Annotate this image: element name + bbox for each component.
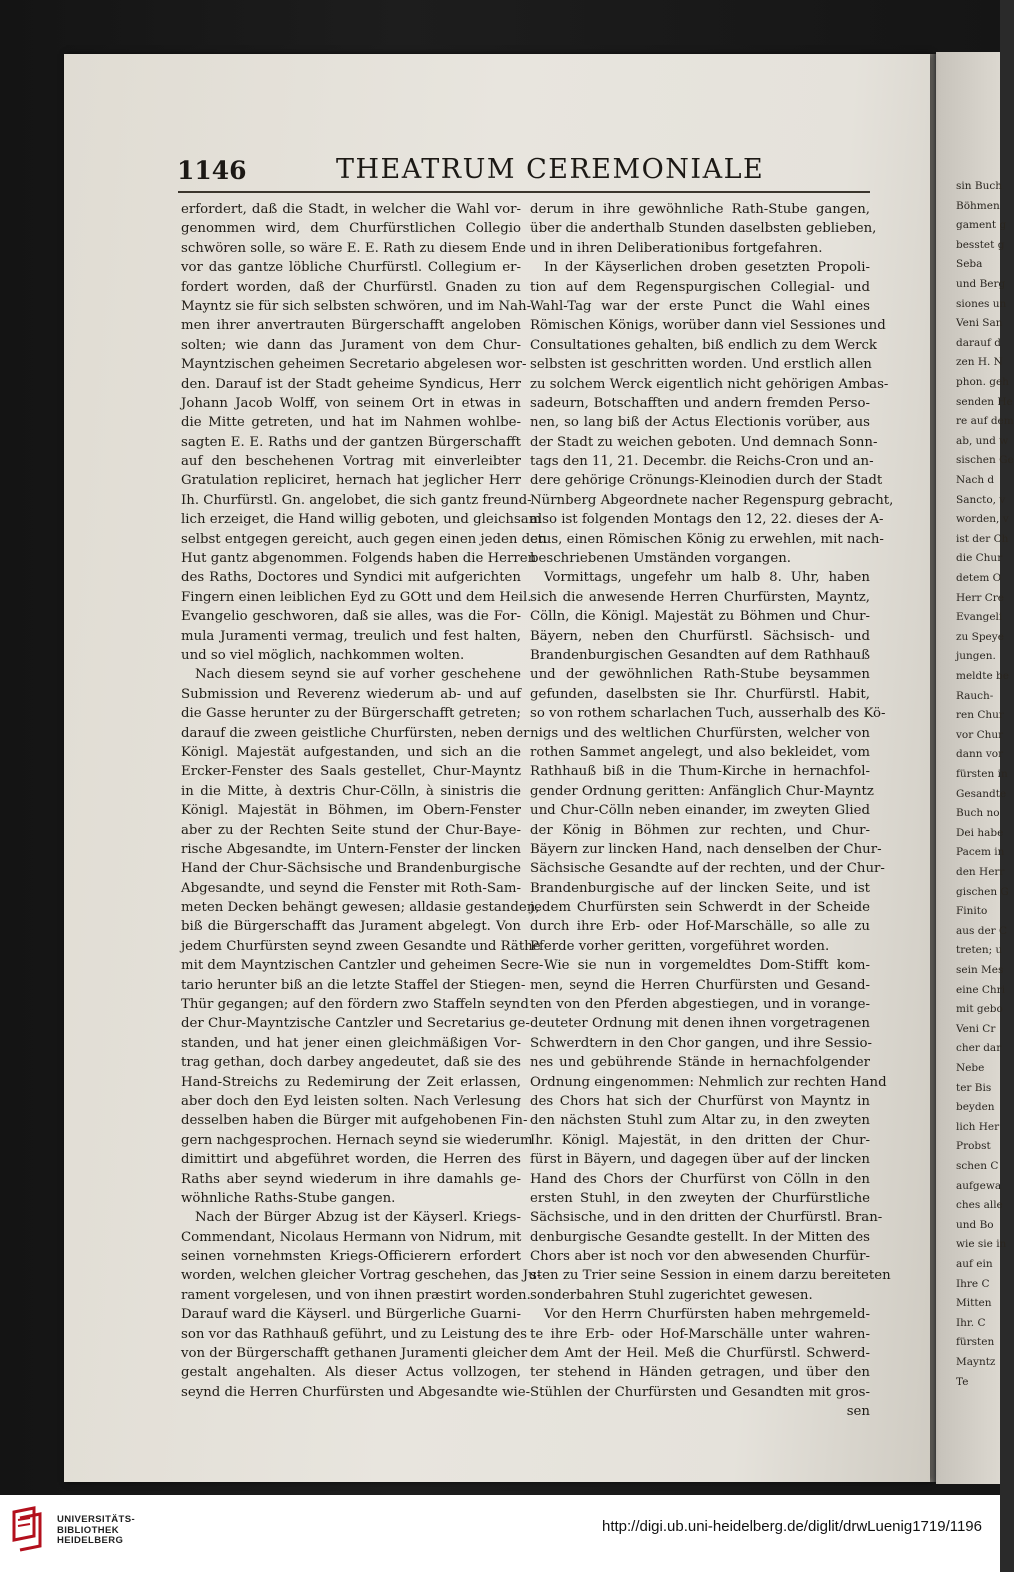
adjacent-page-fragment: dann vor <box>956 748 1004 761</box>
text-line: des Raths, Doctores und Syndici mit aufgerichten <box>181 570 521 586</box>
adjacent-page-fragment: eine Chri <box>956 983 1006 996</box>
text-line: durch ihre Erb- oder Hof-Marschälle, so alle zu <box>530 919 870 935</box>
text-line: sadeurn, Botschafften und andern fremden Perso- <box>530 395 870 411</box>
library-name-line: UNIVERSITÄTS- <box>57 1514 136 1525</box>
adjacent-page-fragment: vor Chur <box>956 728 1004 741</box>
running-title: THEATRUM CEREMONIALE <box>336 154 765 185</box>
text-line: der Stadt zu weichen geboten. Und demnach Sonn- <box>530 434 878 450</box>
book-gutter <box>930 54 936 1482</box>
text-line: derum in ihre gewöhnliche Rath-Stube gangen, <box>530 202 870 217</box>
text-line: genommen wird, dem Churfürstlichen Collegio <box>181 221 521 237</box>
text-line: sen <box>846 1404 870 1420</box>
text-line: selbst entgegen gereicht, auch gegen einen jeden den <box>181 531 547 547</box>
adjacent-page-fragment: Veni San <box>956 317 1003 330</box>
text-line: Stühlen der Churfürsten und Gesandten mit gros- <box>530 1384 870 1400</box>
adjacent-page-fragment: siones un <box>956 297 1007 310</box>
text-line: Königl. Majestät aufgestanden, und sich an die <box>181 744 521 760</box>
left-text-column <box>181 200 547 1402</box>
adjacent-page-fragment: Veni Cr <box>956 1022 996 1035</box>
text-line: ten von den Pferden abgestiegen, und in vorange- <box>530 997 870 1013</box>
adjacent-page-fragment: Pacem in <box>956 846 1005 859</box>
adjacent-page-fragment: die Chur <box>956 552 1003 565</box>
text-line: sten zu Trier seine Session in einem darzu bereiteten <box>530 1268 891 1284</box>
text-line: über die anderthalb Stunden daselbsten geblieben, <box>530 221 877 237</box>
adjacent-page-fragment: Böhmen <box>956 199 1000 212</box>
library-name-line: HEIDELBERG <box>57 1535 124 1546</box>
text-line: Mayntzischen geheimen Secretario abgelesen wor- <box>181 357 527 373</box>
adjacent-page-fragment: gischen G <box>956 885 1009 898</box>
adjacent-page-fragment: ter Bis <box>956 1081 992 1094</box>
text-line: Sächsische, und in den dritten der Churfürstl. Bran- <box>530 1210 883 1226</box>
adjacent-page-fragment: ist der Ch <box>956 532 1009 545</box>
adjacent-page-fragment: jungen. <box>956 650 996 663</box>
library-name-line: BIBLIOTHEK <box>57 1524 120 1536</box>
text-line: Fingern einen leiblichen Eyd zu GOtt und dem Heil. <box>181 589 532 605</box>
text-line: lich erzeiget, die Hand willig geboten, und gleichsam <box>181 512 542 528</box>
text-line: gestalt angehalten. Als dieser Actus vollzogen, <box>181 1365 521 1381</box>
adjacent-page-fragment: Sancto, v <box>956 493 1006 506</box>
text-line: Evangelio geschworen, daß sie alles, was die For- <box>181 609 521 625</box>
text-line: fürst in Bäyern, und dagegen über auf der lincken <box>530 1152 870 1168</box>
text-line: Römischen Königs, worüber dann viel Sessiones und <box>530 318 886 334</box>
text-line: von der Bürgerschafft gethanen Juramenti gleicher <box>181 1346 528 1362</box>
text-line: gern nachgesprochen. Hernach seynd sie wiederum <box>181 1132 533 1148</box>
adjacent-page-fragment: Gesandte <box>956 787 1007 800</box>
adjacent-page-edge <box>936 52 1014 1484</box>
adjacent-page-fragment: ches alle <box>956 1199 1003 1212</box>
text-line: Sächsische Gesandte auf der rechten, und der Chur- <box>530 861 885 877</box>
adjacent-page-fragment: schen C <box>956 1160 999 1172</box>
text-line: nen, so lang biß der Actus Electionis vorüber, aus <box>530 415 870 431</box>
text-line: ter stehend in Händen getragen, und über den <box>530 1365 870 1381</box>
adjacent-page-fragment: senden He <box>956 395 1013 408</box>
text-line: te ihre Erb- oder Hof-Marschälle unter wahren- <box>530 1326 870 1342</box>
adjacent-page-fragment: treten; u <box>956 944 1003 957</box>
adjacent-page-fragment: beyden <box>956 1101 995 1114</box>
adjacent-page-fragment: zu Speye <box>956 630 1004 643</box>
adjacent-page-fragment: Nebe <box>956 1062 985 1074</box>
text-line: Ih. Churfürstl. Gn. angelobet, die sich gantz freund- <box>181 492 532 508</box>
adjacent-page-fragment: Herr Cre <box>956 591 1005 604</box>
text-line: und in ihren Deliberationibus fortgefahren. <box>530 240 823 256</box>
adjacent-page-fragment: sin Buch <box>956 180 1002 192</box>
text-line: Thür gegangen; auf den fördern zwo Staffeln seynd <box>181 997 529 1013</box>
text-line: men ihrer anvertrauten Bürgerschafft angeloben <box>181 318 521 334</box>
text-line: dem Amt der Heil. Meß die Churfürstl. Schwerd- <box>530 1346 870 1362</box>
adjacent-page-fragment: wie sie in <box>956 1238 1007 1251</box>
adjacent-page-fragment: Mitten <box>956 1297 992 1310</box>
text-line: Bäyern zur lincken Hand, nach denselben der Chur- <box>530 841 882 857</box>
text-line: auf den beschehenen Vortrag mit einverleibter <box>181 454 521 470</box>
text-line: Cölln, die Königl. Majestät zu Böhmen und Chur- <box>530 609 870 625</box>
text-line: Königl. Majestät in Böhmen, im Obern-Fenster <box>181 803 521 819</box>
text-line: jedem Churfürsten seynd zween Gesandte und Räthe <box>181 938 541 954</box>
adjacent-page-fragment: aufgewa <box>956 1179 1002 1192</box>
text-line: Vormittags, ungefehr um halb 8. Uhr, haben <box>544 570 870 586</box>
page-number: 1146 <box>177 156 247 185</box>
adjacent-page-fragment: Buch no <box>956 807 1000 820</box>
adjacent-page-fragment: den Herr <box>956 866 1005 878</box>
text-line: Hand der Chur-Sächsische und Brandenburgische <box>181 861 521 877</box>
text-line: trag gethan, doch darbey angedeutet, daß sie des <box>181 1055 521 1071</box>
text-line: so von rothem scharlachen Tuch, ausserhalb des Kö- <box>530 706 886 722</box>
text-line: den. Darauf ist der Stadt geheime Syndicus, Herr <box>181 376 521 392</box>
text-line: Wie sie nun in vorgemeldtes Dom-Stifft kom- <box>544 958 870 974</box>
text-line: in die Mitte, à dextris Chur-Cölln, à sinistris die <box>181 783 521 799</box>
text-line: gender Ordnung geritten: Anfänglich Chur-Mayntz <box>530 783 874 799</box>
text-line: vor das gantze löbliche Churfürstl. Collegium er- <box>181 260 521 276</box>
text-line: Abgesandte, und seynd die Fenster mit Roth-Sam- <box>181 880 521 896</box>
header-rule <box>178 191 870 193</box>
text-line: wöhnliche Raths-Stube gangen. <box>181 1190 396 1206</box>
text-line: Rathhauß biß in die Thum-Kirche in hernachfol- <box>530 764 870 780</box>
adjacent-page-fragment: aus der C <box>956 924 1008 937</box>
text-line: standen, und hat jener einen gleichmäßigen Vor- <box>181 1035 521 1051</box>
text-line: schwören solle, so wäre E. E. Rath zu diesem Ende <box>181 240 527 256</box>
text-line: aber doch den Eyd leisten solten. Nach Verlesung <box>181 1093 521 1109</box>
text-line: aber zu der Rechten Seite stund der Chur-Baye- <box>181 822 521 838</box>
adjacent-page-fragment: gament g <box>956 219 1007 232</box>
text-line: Hand des Chors der Churfürst von Cölln in den <box>530 1171 870 1187</box>
text-line: Raths aber seynd wiederum in ihre damahls ge- <box>181 1171 521 1187</box>
adjacent-page-fragment: auf ein <box>956 1258 993 1270</box>
adjacent-page-fragment: ren Chur <box>956 709 1004 722</box>
adjacent-page-fragment: lich Her <box>956 1120 1000 1133</box>
adjacent-page-fragment: und Bo <box>956 1218 994 1231</box>
text-line: der Chur-Mayntzische Cantzler und Secretarius ge- <box>181 1016 530 1032</box>
text-line: rische Abgesandte, im Untern-Fenster der lincken <box>181 841 521 857</box>
adjacent-page-fragment: fürsten in <box>956 768 1008 780</box>
text-line: die Mitte getreten, und hat im Nahmen wohlbe- <box>181 415 521 431</box>
text-line: Johann Jacob Wolff, von seinem Ort in etwas in <box>181 395 521 411</box>
text-line: Pferde vorher geritten, vorgeführet worden. <box>530 938 830 954</box>
adjacent-page-fragment: ab, und w <box>956 434 1009 447</box>
adjacent-page-fragment: Ihre C <box>956 1277 990 1290</box>
text-line: desselben haben die Bürger mit aufgehobenen Fin- <box>181 1113 528 1129</box>
text-line: rothen Sammet angelegt, und also bekleidet, vom <box>530 744 870 760</box>
adjacent-page-fragment: und Berg <box>956 278 1006 290</box>
text-line: seynd die Herren Churfürsten und Abgesandte wie- <box>181 1384 531 1400</box>
adjacent-page-fragment: Dei habe <box>956 826 1004 839</box>
adjacent-page-fragment: zen H. N <box>956 356 1003 369</box>
text-line: nes und gebührende Stände in hernachfolgender <box>530 1055 870 1071</box>
text-line: die Gasse herunter zu der Bürgerschafft getreten; <box>181 706 521 722</box>
text-line: ctus, einen Römischen König zu erwehlen, mit nach- <box>530 531 884 547</box>
text-line: rament vorgelesen, und von ihnen præstirt worden. <box>181 1287 531 1303</box>
adjacent-page-fragment: Probst <box>956 1140 991 1153</box>
text-line: tario herunter biß an die letzte Staffel der Stiegen- <box>181 977 526 993</box>
text-line: Brandenburgischen Gesandten auf dem Rathhauß <box>530 647 870 663</box>
adjacent-page-fragment: Seba <box>956 258 983 271</box>
adjacent-page-fragment: detem O <box>956 572 1002 584</box>
adjacent-page-fragment: Te <box>956 1375 969 1388</box>
text-line: den nächsten Stuhl zum Altar zu, in den zweyten <box>530 1113 870 1129</box>
adjacent-page-fragment: besstet g <box>956 238 1005 251</box>
adjacent-page-fragment: mit gebo <box>956 1003 1003 1016</box>
text-line: tags den 11, 21. Decembr. die Reichs-Cron und an- <box>530 454 874 470</box>
text-line: sagten E. E. Raths und der gantzen Bürgerschafft <box>181 434 521 450</box>
adjacent-page-fragment: sein Mes <box>956 964 1004 976</box>
adjacent-page-fragment: sischen Ge <box>956 454 1014 467</box>
text-line: Ercker-Fenster des Saals gestellet, Chur-Mayntz <box>181 764 521 780</box>
adjacent-page-fragment: darauf d <box>956 336 1001 349</box>
adjacent-page-fragment: re auf dem <box>956 415 1014 428</box>
text-line: selbsten ist geschritten worden. Und erstlich allen <box>530 357 872 373</box>
text-line: seinen vornehmsten Kriegs-Officierern erfordert <box>181 1249 521 1265</box>
text-line: also ist folgenden Montags den 12, 22. dieses der A- <box>530 512 884 528</box>
text-line: men, seynd die Herren Churfürsten und Gesand- <box>530 977 870 993</box>
adjacent-page-fragment: Nach d <box>956 474 995 486</box>
text-line: mit dem Mayntzischen Cantzler und geheimen Secre- <box>181 958 544 974</box>
adjacent-page-fragment: fürsten <box>956 1336 995 1349</box>
text-line: gefunden, daselbsten sie Ihr. Churfürstl. Habit, <box>530 686 870 702</box>
text-line: meten Decken behängt gewesen; alldasie gestanden, <box>181 900 540 916</box>
adjacent-page-fragment: Ihr. C <box>956 1316 986 1329</box>
text-line: und der gewöhnlichen Rath-Stube beysammen <box>530 667 870 683</box>
text-line: Submission und Reverenz wiederum ab- und auf <box>181 686 521 702</box>
adjacent-page-fragment: Mayntz <box>956 1356 996 1368</box>
text-line: zu solchem Werck eigentlich nicht gehörigen Ambas- <box>530 376 889 392</box>
text-line: fordert worden, daß der Churfürstl. Gnaden zu <box>181 279 521 295</box>
text-line: denburgische Gesandte gestellt. In der Mitten des <box>530 1229 870 1245</box>
text-line: Darauf ward die Käyserl. und Bürgerliche Guarni- <box>181 1307 521 1323</box>
adjacent-page-fragment: Finito <box>956 905 988 918</box>
library-name <box>57 1515 135 1547</box>
text-line: und so viel möglich, nachkommen wolten. <box>181 647 465 663</box>
text-line: Wahl-Tag war der erste Punct die Wahl eines <box>530 298 870 314</box>
text-line: biß die Bürgerschafft das Jurament abgelegt. Von <box>181 919 521 935</box>
text-line: Nach der Bürger Abzug ist der Käyserl. Kriegs- <box>195 1210 521 1226</box>
text-line: Ihr. Königl. Majestät, in den dritten der Chur- <box>530 1132 870 1148</box>
text-line: Hut gantz abgenommen. Folgends haben die Herren <box>181 551 537 567</box>
text-line: mula Juramenti vermag, treulich und fest halten, <box>181 628 521 644</box>
text-line: Commendant, Nicolaus Hermann von Nidrum, mit <box>181 1229 522 1245</box>
text-line: Nach diesem seynd sie auf vorher geschehene <box>195 667 521 683</box>
adjacent-page-fragment: worden, v <box>956 513 1009 526</box>
text-line: solten; wie dann das Jurament von dem Chur- <box>181 337 521 353</box>
adjacent-page-fragment: meldte be <box>956 670 1009 682</box>
permalink-url[interactable]: http://digi.ub.uni-heidelberg.de/diglit/drwLuenig1719/1196 <box>601 1518 982 1535</box>
text-line: des Chors hat sich der Churfürst von Mayntz in <box>530 1093 870 1109</box>
text-line: Vor den Herrn Churfürsten haben mehrgemeld- <box>544 1307 870 1323</box>
text-line: ersten Stuhl, in den zweyten der Churfürstliche <box>530 1190 870 1206</box>
text-line: deuteter Ordnung mit denen ihnen vorgetragenen <box>530 1016 870 1032</box>
university-library-logo-icon <box>12 1506 42 1550</box>
adjacent-page-fragment: Evangeli <box>956 611 1003 624</box>
adjacent-page-fragment: cher dar <box>956 1042 1002 1055</box>
text-line: Nürnberg Abgeordnete nacher Regenspurg gebracht, <box>530 492 894 508</box>
text-line: beschriebenen Umständen vorgangen. <box>530 551 791 567</box>
text-line: Gratulation repliciret, hernach hat jeglicher Herr <box>181 473 521 489</box>
text-line: Schwerdtern in den Chor gangen, und ihre Sessio- <box>530 1035 873 1051</box>
text-line: Mayntz sie für sich selbsten schwören, und im Nah- <box>181 298 532 314</box>
text-line: jedem Churfürsten sein Schwerdt in der Scheide <box>530 900 870 916</box>
text-line: Chors aber ist noch vor den abwesenden Churfür- <box>530 1249 870 1265</box>
text-line: Bäyern, neben den Churfürstl. Sächsisch- und <box>530 628 870 644</box>
text-line: der König in Böhmen zur rechten, und Chur- <box>530 822 870 838</box>
text-line: dere gehörige Crönungs-Kleinodien durch der Stadt <box>530 473 883 489</box>
text-line: dimittirt und abgeführet worden, die Herren des <box>181 1152 521 1168</box>
right-text-column <box>530 200 894 1422</box>
text-line: und Chur-Cölln neben einander, im zweyten Glied <box>530 803 870 819</box>
text-line: Hand-Streichs zu Redemirung der Zeit erlassen, <box>181 1074 521 1090</box>
text-line: nigs und des weltlichen Churfürsten, welcher von <box>530 725 870 741</box>
adjacent-page-fragment: Rauch- <box>956 689 994 702</box>
viewer-footer <box>0 1495 1000 1572</box>
text-line: sich die anwesende Herren Churfürsten, Mayntz, <box>530 589 870 605</box>
text-line: son vor das Rathhauß geführt, und zu Leistung des <box>181 1326 527 1342</box>
adjacent-page-fragment: phon. geh <box>956 376 1009 388</box>
text-line: Consultationes gehalten, biß endlich zu dem Werck <box>530 337 877 353</box>
text-line: In der Käyserlichen droben gesetzten Propoli- <box>544 260 870 276</box>
text-line: Brandenburgische auf der lincken Seite, und ist <box>530 880 870 896</box>
text-line: tion auf dem Regenspurgischen Collegial- und <box>530 279 870 295</box>
text-line: Ordnung eingenommen: Nehmlich zur rechten Hand <box>530 1074 887 1090</box>
text-line: worden, welchen gleicher Vortrag geschehen, das Ju- <box>181 1268 542 1284</box>
text-line: darauf die zween geistliche Churfürsten, neben der <box>181 725 530 741</box>
text-line: erfordert, daß die Stadt, in welcher die Wahl vor- <box>181 202 521 217</box>
text-line: sonderbahren Stuhl zugerichtet gewesen. <box>530 1287 813 1303</box>
